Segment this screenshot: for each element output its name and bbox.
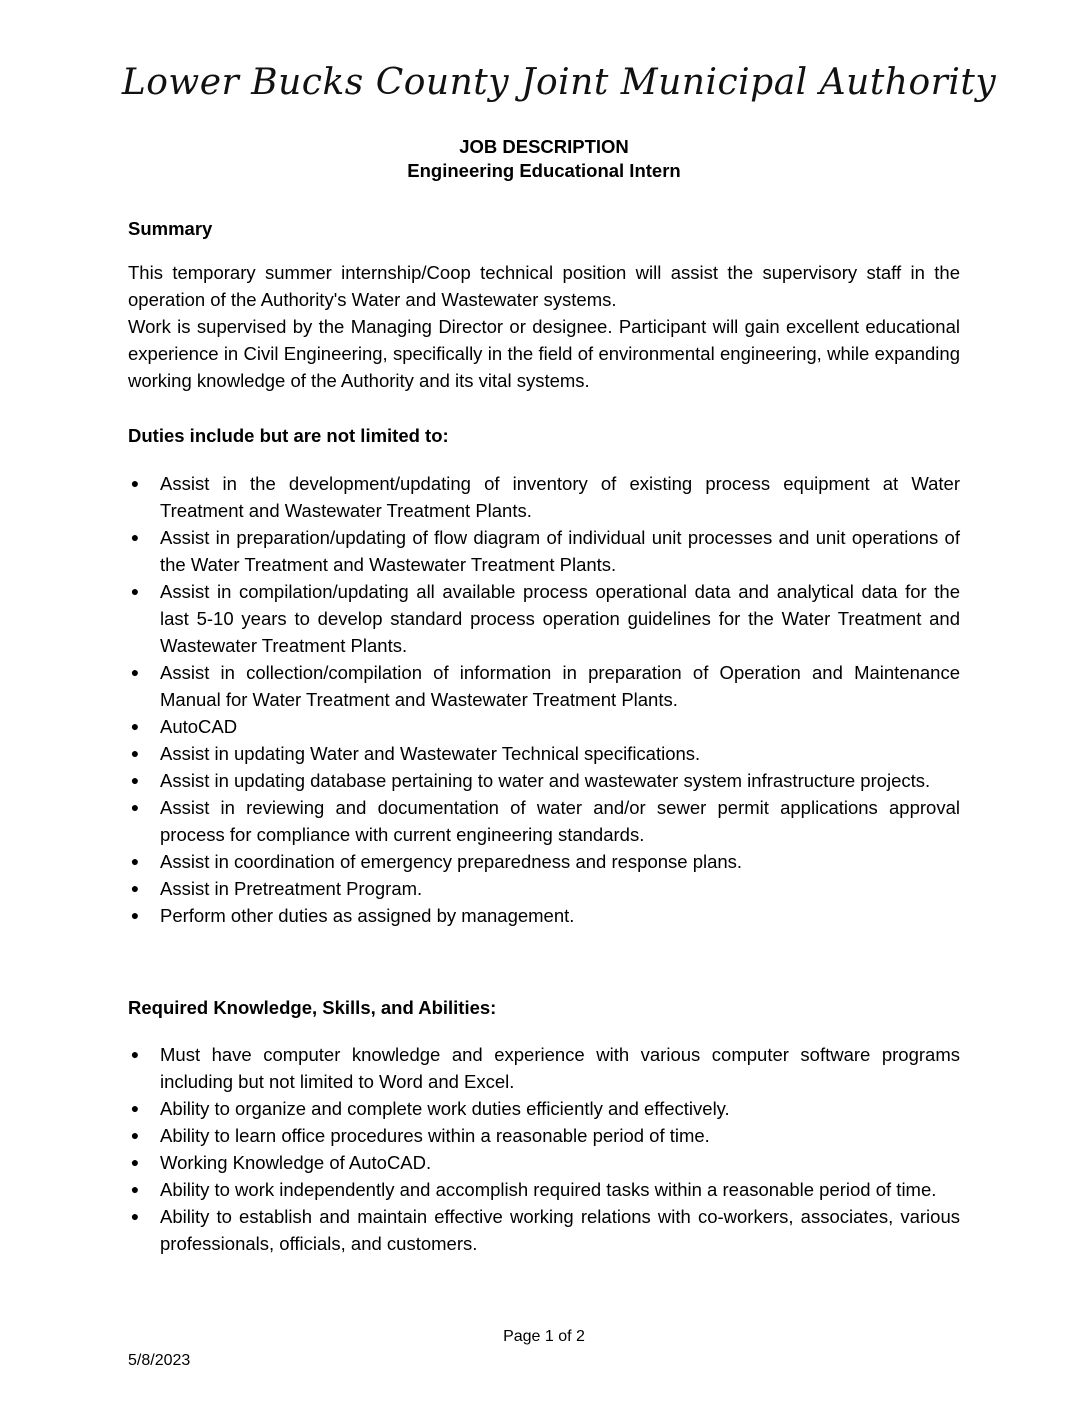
duty-item: [128, 794, 960, 848]
bullet-icon: ●: [130, 772, 140, 788]
bullet-icon: ●: [130, 475, 140, 491]
summary-heading: Summary: [128, 218, 213, 239]
requirement-text: Ability to establish and maintain effective working relations with co-workers, associates, various professionals, officials, and customers.: [160, 1206, 960, 1254]
requirement-item: [128, 1095, 960, 1122]
requirement-item: [128, 1149, 960, 1176]
requirement-text: Ability to work independently and accomplish required tasks within a reasonable period of time.: [160, 1179, 937, 1200]
requirement-text: Ability to organize and complete work duties efficiently and effectively.: [160, 1098, 730, 1119]
duty-text: AutoCAD: [160, 716, 238, 737]
bullet-icon: ●: [130, 1208, 140, 1224]
duty-item: [128, 902, 960, 929]
bullet-icon: ●: [130, 529, 140, 545]
bullet-icon: ●: [130, 1181, 140, 1197]
bullet-icon: ●: [130, 664, 140, 680]
requirement-text: Working Knowledge of AutoCAD.: [160, 1152, 432, 1173]
bullet-icon: ●: [130, 799, 140, 815]
requirement-item: [128, 1041, 960, 1095]
duty-item: [128, 767, 960, 794]
duty-text: Perform other duties as assigned by management.: [160, 905, 575, 926]
duty-text: Assist in updating Water and Wastewater Technical specifications.: [160, 743, 701, 764]
requirement-text: Must have computer knowledge and experience with various computer software programs including but not limited to Word and Excel.: [160, 1044, 960, 1092]
requirements-list-wrapper: [128, 1041, 960, 1257]
bullet-icon: ●: [130, 583, 140, 599]
document-date: 5/8/2023: [128, 1352, 191, 1369]
bullet-icon: ●: [130, 907, 140, 923]
page-number: Page 1 of 2: [503, 1328, 585, 1345]
requirement-item: [128, 1122, 960, 1149]
bullet-icon: ●: [130, 1100, 140, 1116]
duty-text: Assist in reviewing and documentation of water and/or sewer permit applications approval process for compliance with current engineering standards.: [160, 797, 960, 845]
duty-text: Assist in preparation/updating of flow diagram of individual unit processes and unit operations of the Water Treatment and Wastewater Treatment Plants.: [160, 527, 960, 575]
duty-item: [128, 875, 960, 902]
requirement-text: Ability to learn office procedures within a reasonable period of time.: [160, 1125, 710, 1146]
duty-item: [128, 470, 960, 524]
bullet-icon: ●: [130, 718, 140, 734]
bullet-icon: ●: [130, 745, 140, 761]
duty-item: [128, 713, 960, 740]
duty-item: [128, 740, 960, 767]
duties-heading: Duties include but are not limited to:: [128, 425, 449, 446]
bullet-icon: ●: [130, 1046, 140, 1062]
bullet-icon: ●: [130, 1154, 140, 1170]
duties-section: [128, 424, 960, 448]
bullet-icon: ●: [130, 1127, 140, 1143]
duty-item: [128, 659, 960, 713]
bullet-icon: ●: [130, 853, 140, 869]
summary-section: [128, 217, 960, 241]
duty-item: [128, 848, 960, 875]
requirements-section: [128, 996, 960, 1020]
summary-paragraph-1: This temporary summer internship/Coop technical position will assist the supervisory staff in the operation of the Authority's Water and Wastewater systems.: [128, 262, 960, 310]
duties-list: [128, 470, 960, 929]
duty-text: Assist in compilation/updating all available process operational data and analytical data for the last 5-10 years to develop standard process operation guidelines for the Water Treatment and Wastewater Treatment Plants.: [160, 581, 960, 656]
requirement-item: [128, 1176, 960, 1203]
duty-text: Assist in Pretreatment Program.: [160, 878, 423, 899]
duty-item: [128, 524, 960, 578]
duty-text: Assist in coordination of emergency preparedness and response plans.: [160, 851, 743, 872]
summary-body: [128, 259, 960, 394]
position-title: Engineering Educational Intern: [407, 160, 681, 181]
organization-name: Lower Bucks County Joint Municipal Authority: [121, 62, 997, 103]
duty-text: Assist in the development/updating of inventory of existing process equipment at Water Treatment and Wastewater Treatment Plants.: [160, 473, 960, 521]
requirement-item: [128, 1203, 960, 1257]
duty-text: Assist in updating database pertaining to water and wastewater system infrastructure projects.: [160, 770, 931, 791]
duty-text: Assist in collection/compilation of information in preparation of Operation and Maintenance Manual for Water Treatment and Wastewater Treatment Plants.: [160, 662, 960, 710]
document-title: [0, 135, 1088, 183]
bullet-icon: ●: [130, 880, 140, 896]
requirements-list: [128, 1041, 960, 1257]
doc-type-heading: JOB DESCRIPTION: [459, 136, 629, 157]
requirements-heading: Required Knowledge, Skills, and Abilities:: [128, 997, 497, 1018]
duties-list-wrapper: [128, 470, 960, 929]
summary-paragraph-2: Work is supervised by the Managing Director or designee. Participant will gain excellent educational experience in Civil Engineering, specifically in the field of environmental engineering, while expanding working knowledge of the Authority and its vital systems.: [128, 316, 960, 391]
duty-item: [128, 578, 960, 659]
